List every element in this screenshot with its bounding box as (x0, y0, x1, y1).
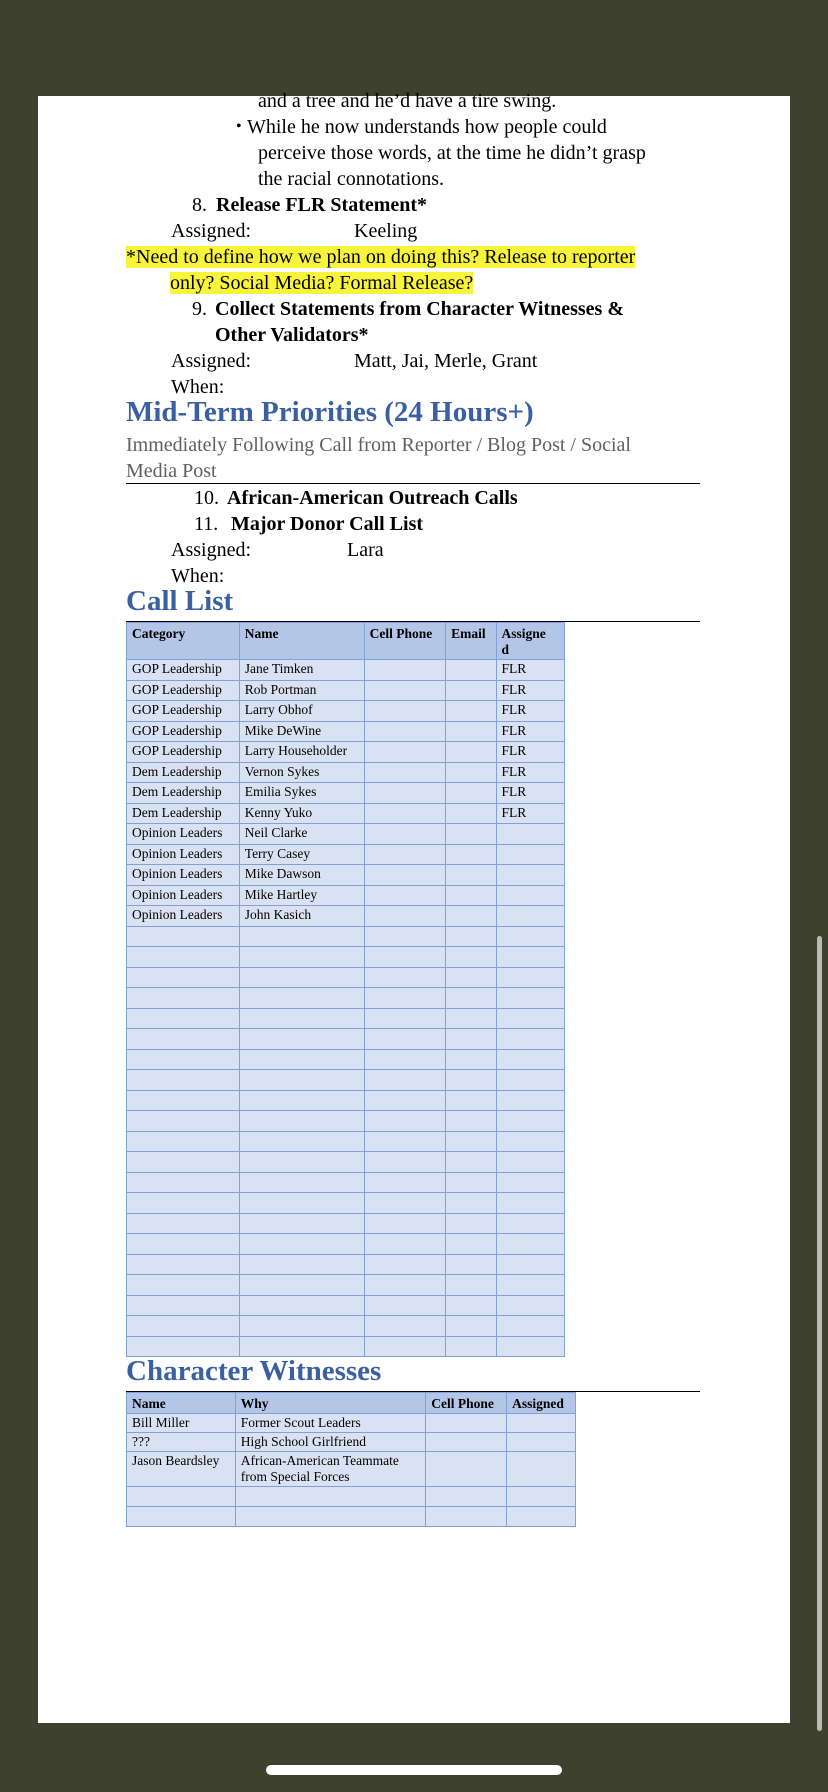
table-row (127, 680, 565, 701)
table-cell (496, 1316, 565, 1337)
table-cell (446, 844, 496, 865)
assigned-label: Assigned: (171, 350, 251, 372)
table-cell (446, 803, 496, 824)
table-cell (496, 1275, 565, 1296)
table-cell (127, 1254, 240, 1275)
table-cell: GOP Leadership (127, 660, 240, 681)
empty-row (127, 1295, 565, 1316)
assigned-value: Lara (347, 539, 384, 561)
table-cell (446, 824, 496, 845)
table-cell (426, 1414, 507, 1433)
table-cell: Opinion Leaders (127, 906, 240, 927)
table-cell (127, 947, 240, 968)
table-cell (496, 1131, 565, 1152)
table-cell (127, 1213, 240, 1234)
table-cell (426, 1487, 507, 1507)
section-heading: Mid-Term Priorities (24 Hours+) (126, 396, 534, 428)
table-cell (364, 988, 446, 1009)
table-cell (446, 1008, 496, 1029)
empty-row (127, 1131, 565, 1152)
table-row (127, 824, 565, 845)
table-cell (364, 1029, 446, 1050)
table-cell (446, 988, 496, 1009)
table-cell (364, 1008, 446, 1029)
item-title: Major Donor Call List (231, 513, 424, 535)
table-cell (426, 1433, 507, 1452)
table-cell (496, 844, 565, 865)
table-cell (507, 1414, 576, 1433)
table-cell (239, 1172, 364, 1193)
table-cell (507, 1452, 576, 1487)
table-row (127, 762, 565, 783)
table-cell (496, 988, 565, 1009)
item-title: Collect Statements from Character Witnesses & (215, 298, 624, 320)
empty-row (127, 926, 565, 947)
table-cell: Jason Beardsley (127, 1452, 236, 1487)
table-cell (239, 1049, 364, 1070)
scrollbar[interactable] (817, 936, 822, 1731)
table-cell (239, 1029, 364, 1050)
table-cell (235, 1452, 426, 1487)
table-cell (239, 1090, 364, 1111)
table-cell: Mike Hartley (239, 885, 364, 906)
table-cell (239, 1008, 364, 1029)
table-cell (235, 1487, 426, 1507)
item-number: 9. (192, 298, 207, 320)
table-cell (507, 1507, 576, 1527)
table-cell (239, 1275, 364, 1296)
section-heading: Character Witnesses (126, 1355, 382, 1387)
table-cell: Larry Obhof (239, 701, 364, 722)
table-cell (446, 680, 496, 701)
table-cell (446, 1049, 496, 1070)
table-cell (127, 1507, 236, 1527)
highlighted-note (126, 244, 635, 270)
section-rule (126, 483, 700, 484)
empty-row (127, 1234, 565, 1255)
table-cell (496, 906, 565, 927)
table-cell: John Kasich (239, 906, 364, 927)
table-cell (239, 947, 364, 968)
table-cell: Emilia Sykes (239, 783, 364, 804)
assigned-value: Matt, Jai, Merle, Grant (354, 350, 538, 372)
table-cell (364, 1111, 446, 1132)
table-cell: FLR (496, 721, 565, 742)
table-cell (446, 885, 496, 906)
table-cell (127, 1070, 240, 1091)
item-number: 10. (194, 487, 219, 509)
table-cell: Rob Portman (239, 680, 364, 701)
table-cell (364, 1070, 446, 1091)
table-cell (364, 1049, 446, 1070)
when-label: When: (171, 376, 225, 398)
table-cell (364, 1213, 446, 1234)
table-cell (364, 947, 446, 968)
empty-row (127, 1008, 565, 1029)
table-cell (364, 1090, 446, 1111)
table-cell: FLR (496, 783, 565, 804)
empty-row (127, 1049, 565, 1070)
table-cell (364, 824, 446, 845)
table-cell (127, 1336, 240, 1357)
table-cell (364, 1172, 446, 1193)
table-cell (446, 1254, 496, 1275)
table-row (127, 885, 565, 906)
empty-row (127, 1487, 576, 1507)
table-cell (364, 680, 446, 701)
table-cell: Terry Casey (239, 844, 364, 865)
table-cell (127, 1090, 240, 1111)
table-cell (446, 1131, 496, 1152)
table-cell (127, 1487, 236, 1507)
when-label: When: (171, 565, 225, 587)
table-cell: Opinion Leaders (127, 885, 240, 906)
empty-row (127, 1172, 565, 1193)
table-cell: FLR (496, 742, 565, 763)
table-cell: FLR (496, 701, 565, 722)
table-cell: FLR (496, 660, 565, 681)
assigned-value: Keeling (354, 220, 418, 242)
table-cell (446, 783, 496, 804)
table-cell (446, 742, 496, 763)
text-line: perceive those words, at the time he didn’t grasp (258, 142, 646, 164)
table-cell (239, 1254, 364, 1275)
table-row (127, 844, 565, 865)
header-text: d (501, 642, 510, 657)
table-cell (239, 1316, 364, 1337)
table-cell: Bill Miller (127, 1414, 236, 1433)
table-cell (496, 1152, 565, 1173)
table-cell: Vernon Sykes (239, 762, 364, 783)
table-cell (364, 803, 446, 824)
table-cell (446, 1172, 496, 1193)
item-number: 8. (192, 194, 207, 216)
assigned-label: Assigned: (171, 220, 251, 242)
column-header: Name (239, 623, 364, 660)
table-cell (446, 660, 496, 681)
column-header: Category (127, 623, 240, 660)
empty-row (127, 1316, 565, 1337)
table-cell (446, 1213, 496, 1234)
home-indicator[interactable] (266, 1765, 562, 1775)
empty-row (127, 967, 565, 988)
table-cell (496, 1336, 565, 1357)
table-cell (239, 1193, 364, 1214)
table-cell (127, 1049, 240, 1070)
item-number: 11. (194, 513, 219, 535)
character-witnesses-table (126, 1392, 576, 1527)
column-header: Assigned (507, 1393, 576, 1414)
empty-row (127, 947, 565, 968)
table-cell (496, 1111, 565, 1132)
table-cell (446, 1029, 496, 1050)
table-cell (496, 1254, 565, 1275)
table-cell (239, 1131, 364, 1152)
table-cell (127, 1275, 240, 1296)
table-cell (239, 967, 364, 988)
table-cell: Mike Dawson (239, 865, 364, 886)
table-cell (364, 1234, 446, 1255)
section-subtitle: Media Post (126, 460, 217, 482)
table-cell (496, 1029, 565, 1050)
table-cell: Dem Leadership (127, 783, 240, 804)
table-cell (239, 1070, 364, 1091)
table-cell (364, 1316, 446, 1337)
table-cell (446, 1336, 496, 1357)
table-cell (496, 885, 565, 906)
item-title: Other Validators* (215, 324, 369, 346)
text-line: and a tree and he’d have a tire swing. (258, 90, 557, 112)
table-cell (446, 967, 496, 988)
table-cell (446, 1193, 496, 1214)
table-cell: Dem Leadership (127, 762, 240, 783)
empty-row (127, 1336, 565, 1357)
table-cell: Dem Leadership (127, 803, 240, 824)
column-header (496, 623, 565, 660)
table-row (127, 1452, 576, 1487)
table-cell (364, 906, 446, 927)
table-cell (446, 947, 496, 968)
call-list-table (126, 622, 565, 1357)
table-cell (426, 1507, 507, 1527)
table-cell (127, 1111, 240, 1132)
table-cell (496, 1049, 565, 1070)
table-cell (426, 1452, 507, 1487)
empty-row (127, 1152, 565, 1173)
empty-row (127, 1070, 565, 1091)
document-page (38, 90, 790, 1723)
table-cell (364, 1275, 446, 1296)
table-cell: Mike DeWine (239, 721, 364, 742)
item-title: African-American Outreach Calls (227, 487, 518, 509)
table-cell (446, 1295, 496, 1316)
empty-row (127, 1193, 565, 1214)
table-cell (446, 1090, 496, 1111)
bullet: • (236, 118, 242, 135)
column-header: Name (127, 1393, 236, 1414)
table-cell (446, 865, 496, 886)
table-cell (496, 1234, 565, 1255)
text-line: While he now understands how people could (247, 116, 607, 138)
table-cell (496, 926, 565, 947)
table-cell (496, 1295, 565, 1316)
table-cell: FLR (496, 762, 565, 783)
table-cell (496, 1172, 565, 1193)
table-row (127, 721, 565, 742)
table-cell (446, 906, 496, 927)
table-cell (364, 885, 446, 906)
table-row (127, 1433, 576, 1452)
empty-row (127, 1507, 576, 1527)
table-cell (446, 1111, 496, 1132)
empty-row (127, 1213, 565, 1234)
table-cell: GOP Leadership (127, 721, 240, 742)
column-header: Email (446, 623, 496, 660)
table-cell: GOP Leadership (127, 742, 240, 763)
table-cell (496, 1193, 565, 1214)
table-cell (239, 1234, 364, 1255)
column-header: Cell Phone (364, 623, 446, 660)
table-cell (364, 1193, 446, 1214)
table-cell (239, 1111, 364, 1132)
table-cell (496, 1008, 565, 1029)
table-cell (446, 762, 496, 783)
table-cell (127, 1193, 240, 1214)
table-row (127, 1414, 576, 1433)
cell-text: from Special Forces (240, 1469, 350, 1484)
table-cell (496, 1090, 565, 1111)
table-row (127, 803, 565, 824)
cell-text: African-American Teammate (240, 1453, 399, 1468)
table-cell (446, 1070, 496, 1091)
table-cell (496, 967, 565, 988)
section-subtitle: Immediately Following Call from Reporter / Blog Post / Social (126, 434, 631, 456)
table-cell (239, 1336, 364, 1357)
empty-row (127, 1254, 565, 1275)
table-cell (127, 1029, 240, 1050)
header-text: Assigne (501, 626, 546, 641)
table-cell (507, 1433, 576, 1452)
table-cell (239, 1213, 364, 1234)
table-cell: FLR (496, 680, 565, 701)
column-header: Why (235, 1393, 426, 1414)
table-cell (235, 1507, 426, 1527)
table-cell: Neil Clarke (239, 824, 364, 845)
table-cell (364, 721, 446, 742)
assigned-label: Assigned: (171, 539, 251, 561)
column-header: Cell Phone (426, 1393, 507, 1414)
table-row (127, 660, 565, 681)
table-cell: ??? (127, 1433, 236, 1452)
table-row (127, 701, 565, 722)
table-cell (239, 926, 364, 947)
table-cell (364, 1295, 446, 1316)
table-cell: Opinion Leaders (127, 844, 240, 865)
table-cell (496, 1070, 565, 1091)
table-cell (239, 1152, 364, 1173)
table-cell: GOP Leadership (127, 680, 240, 701)
text-line: the racial connotations. (258, 168, 445, 190)
table-cell (239, 988, 364, 1009)
table-cell (364, 967, 446, 988)
table-cell (127, 926, 240, 947)
table-cell (496, 1213, 565, 1234)
empty-row (127, 988, 565, 1009)
table-cell (496, 824, 565, 845)
table-cell (364, 1131, 446, 1152)
table-cell (446, 721, 496, 742)
table-cell: Larry Householder (239, 742, 364, 763)
table-cell (364, 660, 446, 681)
table-cell: High School Girlfriend (235, 1433, 426, 1452)
table-cell (364, 701, 446, 722)
table-row (127, 783, 565, 804)
table-cell (127, 1234, 240, 1255)
table-cell (127, 988, 240, 1009)
table-cell (364, 1152, 446, 1173)
note-line: *Need to define how we plan on doing this? Release to reporter (126, 246, 636, 268)
table-cell (364, 1254, 446, 1275)
table-cell (446, 1152, 496, 1173)
table-cell (496, 865, 565, 886)
empty-row (127, 1090, 565, 1111)
table-cell (507, 1487, 576, 1507)
table-row (127, 865, 565, 886)
table-cell (446, 1275, 496, 1296)
table-cell (127, 1295, 240, 1316)
table-cell: FLR (496, 803, 565, 824)
table-cell (364, 783, 446, 804)
table-cell (446, 1234, 496, 1255)
table-cell (239, 1295, 364, 1316)
empty-row (127, 1111, 565, 1132)
table-cell: Former Scout Leaders (235, 1414, 426, 1433)
table-cell (364, 844, 446, 865)
table-cell (446, 1316, 496, 1337)
table-cell (127, 1008, 240, 1029)
table-cell (446, 701, 496, 722)
table-cell: Opinion Leaders (127, 865, 240, 886)
item-title: Release FLR Statement* (216, 194, 428, 216)
empty-row (127, 1029, 565, 1050)
empty-row (127, 1275, 565, 1296)
table-cell (127, 1172, 240, 1193)
table-cell (364, 865, 446, 886)
section-heading: Call List (126, 585, 234, 617)
table-cell: Jane Timken (239, 660, 364, 681)
table-cell: Opinion Leaders (127, 824, 240, 845)
table-cell (127, 967, 240, 988)
table-cell (446, 926, 496, 947)
table-cell (364, 926, 446, 947)
table-cell: GOP Leadership (127, 701, 240, 722)
table-row (127, 906, 565, 927)
table-cell (127, 1152, 240, 1173)
highlighted-note (170, 270, 473, 296)
table-cell: Kenny Yuko (239, 803, 364, 824)
note-line: only? Social Media? Formal Release? (170, 272, 474, 294)
table-row (127, 742, 565, 763)
table-cell (127, 1131, 240, 1152)
table-cell (364, 1336, 446, 1357)
table-cell (496, 947, 565, 968)
table-cell (364, 762, 446, 783)
table-cell (364, 742, 446, 763)
table-cell (127, 1316, 240, 1337)
